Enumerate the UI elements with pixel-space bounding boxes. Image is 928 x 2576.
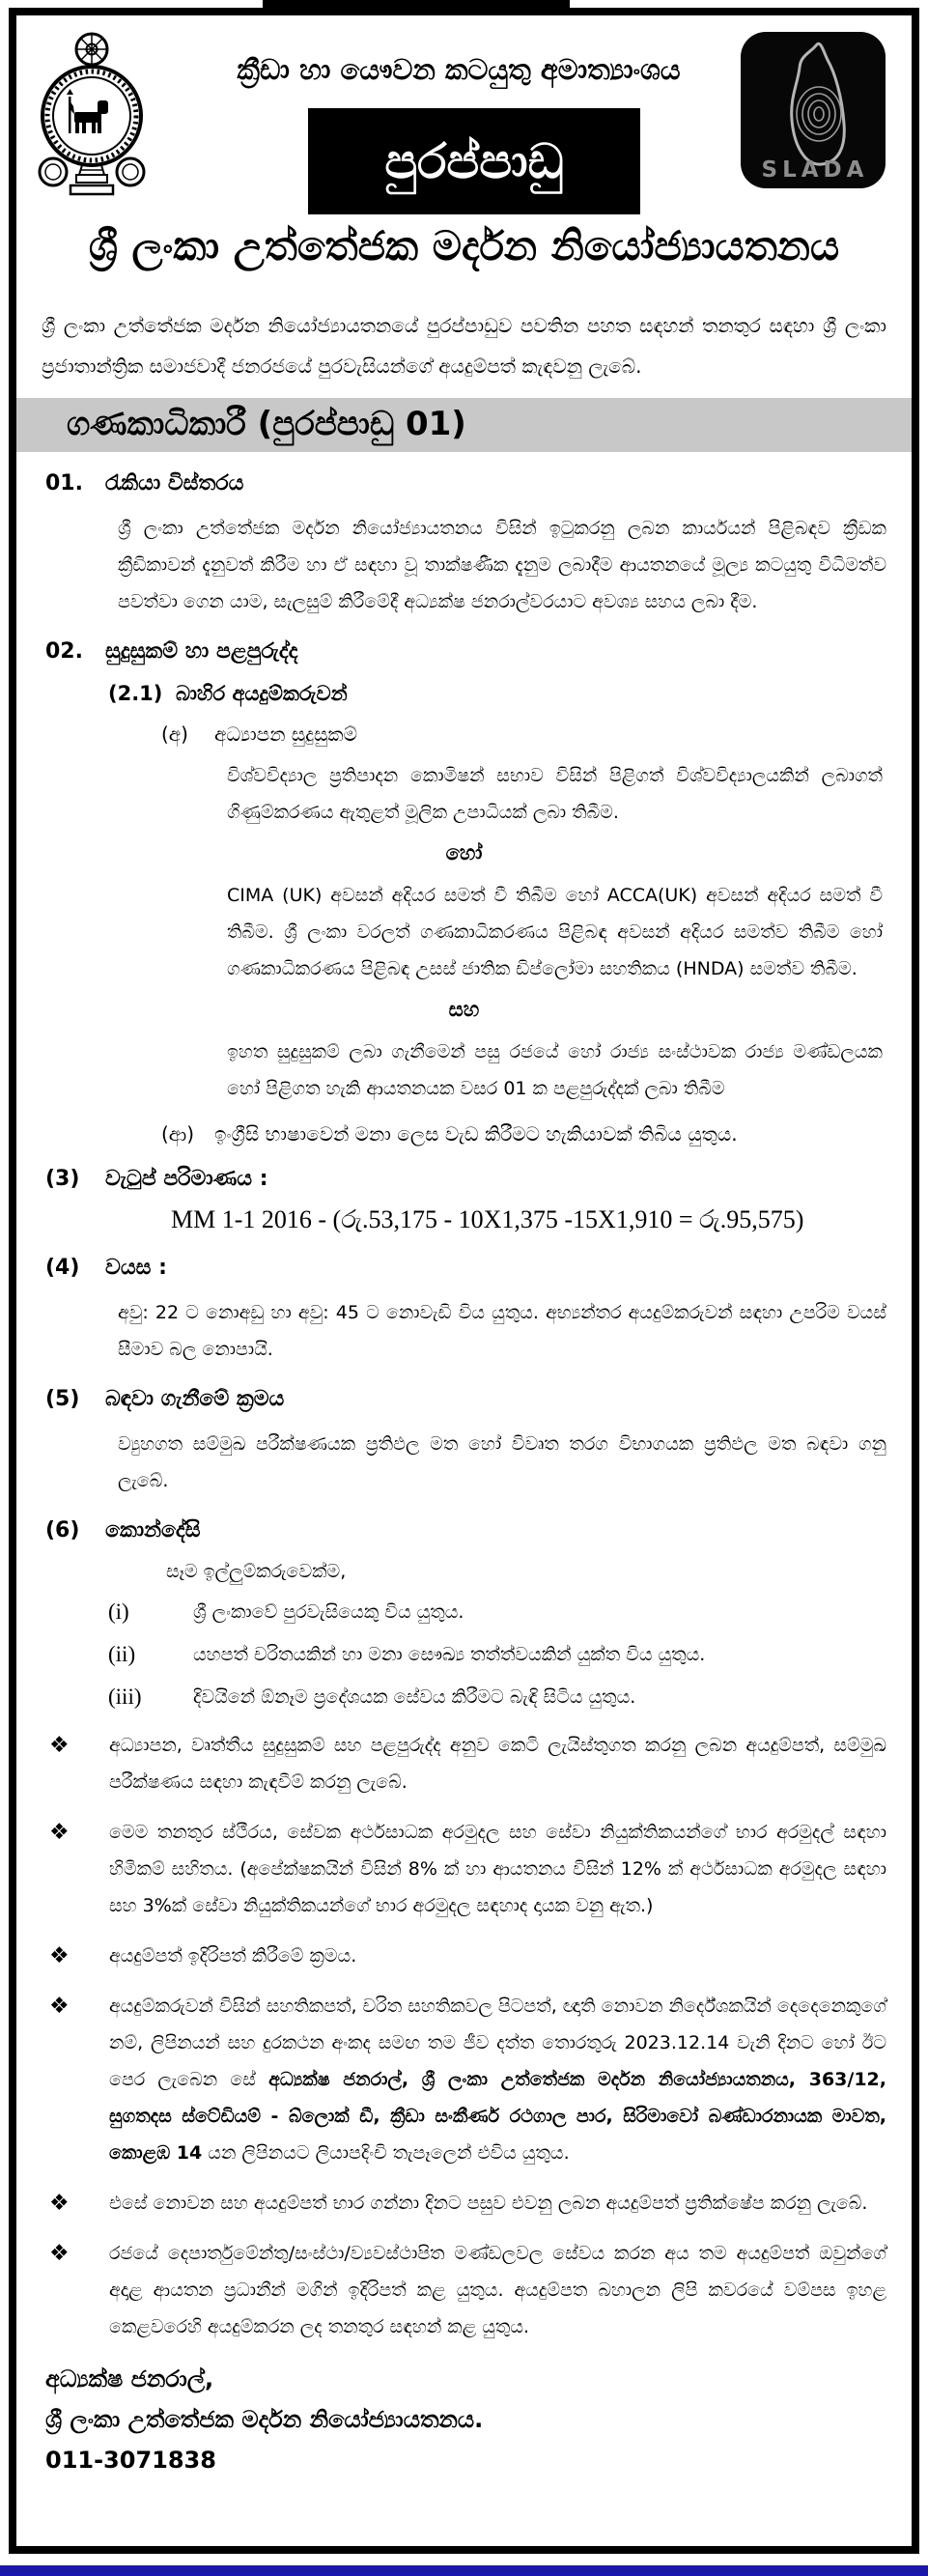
education-qualifications-heading	[161, 721, 886, 748]
condition-text: යහපත් චරිතයකින් හා මනා සෞඛ්‍ය තත්ත්වයකින් යුක්ත විය යුතුය.	[193, 1644, 706, 1665]
condition-text: දිවයිනේ ඕනෑම ප්‍රදේශයක සේවය කිරීමට බැඳි සිටිය යුතුය.	[193, 1686, 636, 1708]
diamond-bullet-icon: ❖	[49, 2241, 70, 2266]
section-number: (4)	[45, 1256, 80, 1280]
condition-item-1	[108, 1596, 883, 1628]
and-connector: සහ	[448, 998, 480, 1021]
note-shortlisting	[49, 1727, 886, 1800]
document-frame	[9, 8, 919, 2554]
item-number: (ආ)	[161, 1122, 195, 1146]
subsection-number: (2.1)	[108, 682, 163, 705]
note-text-post: යන ලිපිනයට ලියාපදිංචි තැපෑලෙන් එවිය යුතුය.	[202, 2142, 570, 2164]
notice-header	[16, 15, 912, 297]
slada-logo-label: SLADA	[761, 157, 869, 183]
condition-number: (iii)	[108, 1684, 142, 1709]
intro-paragraph: ශ්‍රී ලංකා උත්තේජක මර්දන නියෝජ්‍යායතනයේ පුරප්පාඩුව පවතින පහත සඳහන් තනතුර සඳහා ශ්‍රී ලංකා ප්‍රජාතාන්ත්‍රික සමාජවාදී ජනරජයේ පුරවැසියන්ගේ අයදුම්පත් කැඳවනු ලැබේ.	[42, 314, 886, 378]
section-qualifications-heading	[45, 637, 886, 666]
item-title: අධ්‍යාපන සුදුසුකම්	[214, 722, 358, 746]
agency-title: ශ්‍රී ලංකා උත්තේජක මර්දන නියෝජ්‍යායතනය	[88, 222, 840, 269]
section-title: කොන්දේසි	[105, 1518, 201, 1543]
sri-lanka-emblem-icon	[32, 27, 152, 209]
section-title: සුදුසුකම් හා පළපුරුද්ද	[105, 639, 298, 664]
note-submission-address	[49, 1988, 886, 2171]
note-text: රජයේ දෙපාර්තුමේන්තු/සංස්ථා/ව්‍යවස්ථාපිත මණ්ඩලවල සේවය කරන අය තම අයදුම්පත් ඔවුන්ගේ අදාළ ආයතන ප්‍රධානීන් මගින් ඉදිරිපත් කළ යුතුය. අයදුම්පත බහාලන ලිපි කවරයේ වම්පස ඉහළ කෙළවරෙහි අයදුම්කරන ලද තනතුර සඳහන් කළ යුතුය.	[109, 2243, 886, 2337]
diamond-bullet-icon: ❖	[49, 1943, 70, 1968]
education-paragraph-3: ඉහත සුදුසුකම් ලබා ගැනීමෙන් පසු රජයේ හෝ රාජ්‍ය සංස්ථාවක රාජ්‍ය මණ්ඩලයක හෝ පිළිගත හැකි ආයතනයක වසර 01 ක පළපුරුද්දක් ලබා තිබීම	[227, 1041, 883, 1099]
lion-figure	[67, 89, 108, 133]
diamond-bullet-icon: ❖	[49, 1820, 70, 1845]
note-permanency-epf	[49, 1814, 886, 1924]
condition-item-3	[108, 1681, 883, 1713]
condition-item-2	[108, 1638, 883, 1671]
slada-logo-icon	[740, 31, 886, 189]
section-number: 01.	[45, 471, 83, 495]
note-text: අධ්‍යාපන, වෘත්තීය සුදුසුකම් සහ පළපුරුද්ද අනුව කෙටි ලැයිස්තුගත කරනු ලබන අයදුම්පත්, සම්මුඛ පරීක්ෂණය සඳහා කැඳවීම් කරනු ලැබේ.	[109, 1735, 886, 1793]
signatory-organization: ශ්‍රී ලංකා උත්තේජක මර්දන නියෝජ්‍යායතනය.	[45, 2406, 484, 2433]
salary-scale-value: MM 1-1 2016 - (රු.53,175 - 10X1,375 -15X1,910 = රු.95,575)	[171, 1205, 804, 1233]
note-text: අයදුම්පත් ඉදිරිපත් කිරීමේ ක්‍රමය.	[109, 1945, 357, 1967]
age-requirements: අවු: 22 ට නොඅඩු හා අවු: 45 ට නොවැඩි විය යුතුය. අභ්‍යන්තර අයදුම්කරුවන් සඳහා උපරිම වයස් සීමාව බල නොපායි.	[118, 1302, 886, 1360]
signatory-title: අධ්‍යක්ෂ ජනරාල්,	[45, 2365, 214, 2392]
note-application-method	[49, 1938, 886, 1974]
education-paragraph-2: CIMA (UK) අවසන් අදියර සමත් වී තිබීම හෝ ACCA(UK) අවසන් අදියර සමත් වී තිබීම. ශ්‍රී ලංකා වරලත් ගණකාධිකරණය පිළිබඳ අවසන් අදියර සමත්ව තිබීම හෝ ගණකාධිකරණය පිළිබඳ උසස් ජාතික ඩිප්ලෝමා සහතිකය (HNDA) සමත්ව තිබීම.	[227, 885, 883, 979]
diamond-bullet-icon: ❖	[49, 2191, 70, 2216]
subsection-title: බාහිර අයදුම්කරුවන්	[176, 682, 348, 705]
condition-text: ශ්‍රී ලංකාවේ පුරවැසියෙකු විය යුතුය.	[193, 1601, 464, 1623]
note-text: මෙම තනතුර ස්ථීරය, සේවක අර්ථසාධක අරමුදල සහ සේවා නියුක්තිකයන්ගේ භාර අරමුදල් සඳහා හිමිකම් සහිතය. (අපේක්ෂකයින් විසින් 8% ක් හා ආයතනය විසින් 12% ක් අර්ථසාධක අරමුදල සඳහා සහ 3%ක් සේවා නියුක්තිකයන්ගේ භාර අරමුදල සඳහාද දායක වනු ඇත.)	[109, 1822, 886, 1916]
education-paragraph-1: විශ්වවිද්‍යාල ප්‍රතිපාදන කොමිෂන් සභාව විසින් පිළිගත් විශ්වවිද්‍යාලයකින් ලබාගත් ගිණුම්කරණය ඇතුළත් මූලික උපාධියක් ලබා තිබීම.	[227, 765, 883, 823]
condition-number: (ii)	[108, 1642, 136, 1666]
section-number: 02.	[45, 639, 83, 664]
note-late-rejection	[49, 2185, 886, 2222]
diamond-bullet-icon: ❖	[49, 1994, 70, 2019]
job-description: ශ්‍රී ලංකා උත්තේජක මර්දන නියෝජ්‍යායතනය විසින් ඉටුකරනු ලබන කාර්යයන් පිළිබඳව ක්‍රීඩක ක්‍රීඩිකාවන් දැනුවත් කිරීම හා ඒ සඳහා වූ තාක්ෂණීක දැනුම ලබාදීම ආයතනයේ මූල්‍ය කටයුතු විධිමත්ව පවත්වා ගෙන යාම, සැලසුම් කිරීමේදී අධ්‍යක්ෂ ජනරාල්වරයාට අවශ්‍ය සහය ලබා දීම.	[118, 518, 886, 612]
note-text-address-bold: අධ්‍යක්ෂ ජනරාල්, ශ්‍රී ලංකා උත්තේජක මර්දන නියෝජ්‍යායතනය, 363/12, සුගතදස ස්ටේඩියම් - බ්ලොක් ඩී, ක්‍රීඩා සංකීර්ණ රථගාල පාර, සිරිමාවෝ බණ්ඩාරනායක මාවත, කොළඹ 14	[109, 2069, 886, 2164]
bottom-blue-bar	[0, 2565, 928, 2576]
conditions-intro: සෑම ඉල්ලුම්කරුවෙක්ම,	[166, 1561, 347, 1582]
note-text	[109, 1988, 886, 2171]
recruitment-method-heading	[45, 1385, 886, 1414]
vacancy-banner: පුරප්පාඩු	[308, 108, 640, 214]
english-ability-item	[161, 1120, 886, 1147]
ministry-title: ක්‍රීඩා හා යෞවන කටයුතු අමාත්‍යාංශය	[237, 53, 681, 86]
note-government-employees	[49, 2235, 886, 2345]
section-job-heading	[45, 469, 886, 498]
signature-block	[45, 2359, 912, 2480]
note-text: එසේ නොවන සහ අයදුම්පත් භාර ගන්නා දිනට පසුව එවනු ලබන අයදුම්පත් ප්‍රතික්ෂේප කරනු ලැබේ.	[109, 2193, 868, 2214]
conditions-heading	[45, 1516, 886, 1545]
section-title: රැකියා විස්තරය	[105, 471, 244, 495]
post-banner: ගණකාධිකාරී (පුරප්පාඩු 01)	[16, 398, 912, 452]
section-number: (6)	[45, 1518, 80, 1543]
section-title: බඳවා ගැනීමේ ක්‍රමය	[105, 1387, 285, 1411]
external-applicants-heading	[108, 680, 886, 707]
condition-number: (i)	[108, 1599, 129, 1624]
or-connector: හෝ	[445, 841, 483, 864]
section-number: (5)	[45, 1387, 80, 1411]
item-text: ඉංග්‍රීසි භාෂාවෙන් මනා ලෙස වැඩ කිරීමට හැකියාවක් තිබිය යුතුය.	[214, 1122, 738, 1146]
section-title: වයස :	[105, 1256, 167, 1280]
salary-heading	[45, 1165, 886, 1194]
contact-phone: 011-3071838	[45, 2447, 216, 2474]
note-text-pre: අයදුම්කරුවන් විසින් සහතිකපත්, චරිත සහතිකවල පිටපත්, ඥාති නොවන නිර්දේශකයින් දෙදෙනෙකුගේ නම්, ලිපිනයන් සහ දුරකථන අංකද සමඟ තම ජීව දත්ත තොරතුරු 2023.12.14 වැනි දිනට හෝ ඊට පෙර ලැබෙන සේ	[109, 1996, 886, 2090]
item-number: (අ)	[161, 722, 188, 746]
section-title: වැටුප් පරිමාණය :	[105, 1167, 268, 1191]
age-heading	[45, 1254, 886, 1283]
section-number: (3)	[45, 1167, 80, 1191]
recruitment-method-body: ව්‍යුහගත සම්මුඛ පරීක්ෂණයක ප්‍රතිඵල මත හෝ විවෘත තරග විභාගයක ප්‍රතිඵල මත බඳවා ගනු ලැබේ.	[118, 1433, 886, 1491]
diamond-bullet-icon: ❖	[49, 1733, 70, 1758]
